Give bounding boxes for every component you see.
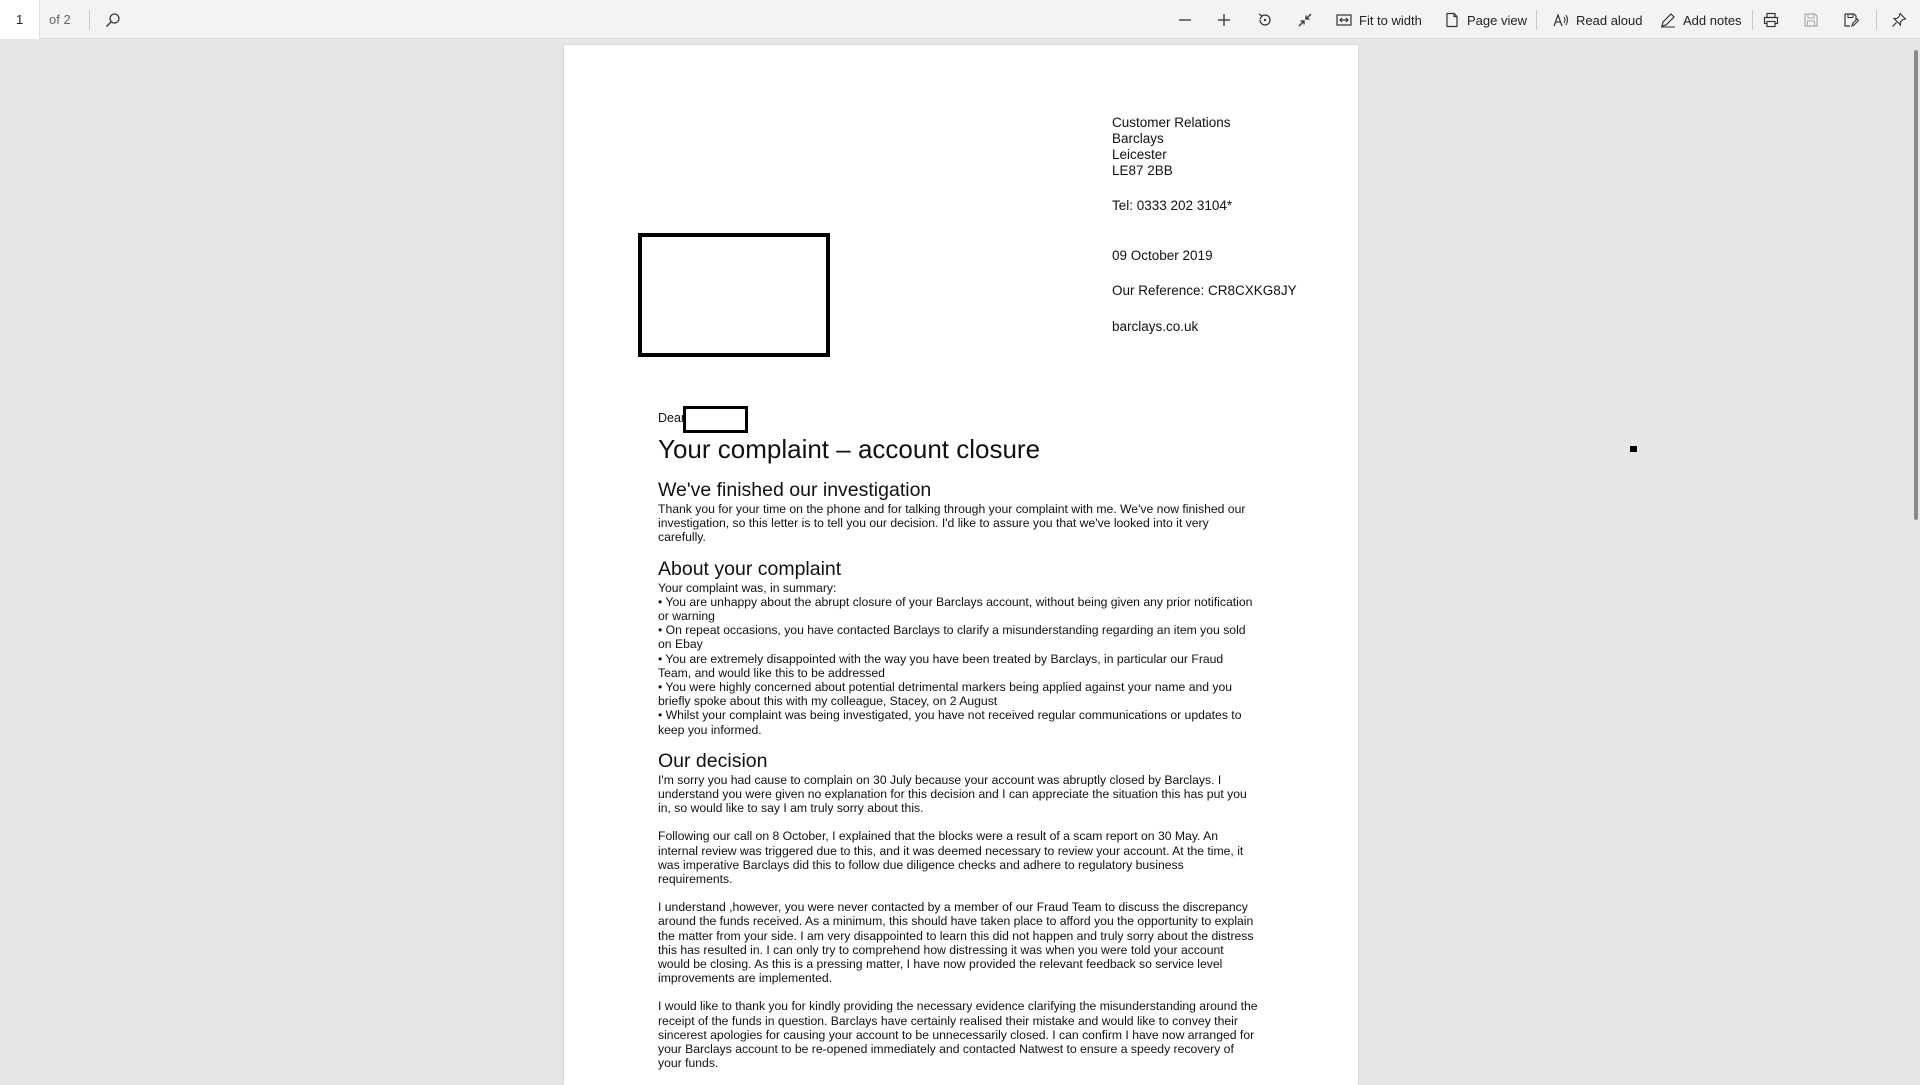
section-heading: We've finished our investigation xyxy=(658,479,932,501)
toolbar-divider xyxy=(1536,10,1537,30)
redacted-address-box xyxy=(638,233,830,357)
address-line: Barclays xyxy=(1112,131,1164,146)
fit-width-icon xyxy=(1336,12,1352,28)
letter-title: Your complaint – account closure xyxy=(658,434,1041,464)
page-view-icon xyxy=(1444,12,1460,28)
letter-body xyxy=(658,479,1258,1084)
section-heading: About your complaint xyxy=(658,557,842,580)
address-line: Leicester xyxy=(1112,147,1167,162)
bullet-item: • You are extremely disappointed with the way you have been treated by Barclays, in particular our Fraud Team, and would like this to be addressed xyxy=(658,651,1224,680)
section-about-complaint xyxy=(658,558,1258,737)
page-view-label: Page view xyxy=(1467,12,1527,28)
rotate-icon[interactable] xyxy=(1251,6,1279,34)
add-notes-button[interactable] xyxy=(1660,6,1742,34)
letter-date: 09 October 2019 xyxy=(1112,248,1213,263)
paragraph: Following our call on 8 October, I explained that the blocks were a result of a scam report on 30 May. An internal review was triggered due to this, and it was deemed necessary to review your account. At the time, it was imperative Barclays did this to follow due diligence checks and adhere to regulatory business requirements. xyxy=(658,829,1244,887)
pdf-page xyxy=(564,45,1358,1085)
section-investigation xyxy=(658,479,1258,545)
toolbar-divider xyxy=(1752,10,1753,30)
zoom-in-icon[interactable] xyxy=(1210,6,1238,34)
bullet-item: • On repeat occasions, you have contacted Barclays to clarify a misunderstanding regarding an item you sold on Ebay xyxy=(658,623,1246,652)
paragraph: I understand ,however, you were never contacted by a member of our Fraud Team to discuss the discrepancy around the funds received. As a minimum, this should have taken place to afford you the opportunity to explain the matter from your side. I am very disappointed to learn this did not happen and truly sorry about the distress this has resulted in. I can only try to comprehend how distressing it was when you were told your account would be closing. As this is a pressing matter, I have now provided the relevant feedback so service level improvements are implemented. xyxy=(658,900,1254,986)
pin-icon[interactable] xyxy=(1885,6,1913,34)
read-aloud-label: Read aloud xyxy=(1576,12,1643,28)
bullet-item: • Whilst your complaint was being investigated, you have not received regular communications or updates to keep you informed. xyxy=(658,708,1242,737)
page-view-button[interactable] xyxy=(1444,6,1527,34)
vertical-scrollbar[interactable] xyxy=(1914,50,1918,520)
toolbar-divider xyxy=(89,10,90,30)
pdf-toolbar xyxy=(0,0,1920,39)
section-text xyxy=(658,773,1258,1071)
page-count: of 2 xyxy=(49,12,71,27)
section-text xyxy=(658,502,1258,545)
pen-icon xyxy=(1660,12,1676,28)
read-aloud-button[interactable] xyxy=(1553,6,1643,34)
bullet-item: • You are unhappy about the abrupt closure of your Barclays account, without being given any prior notification or warning xyxy=(658,594,1253,624)
save-icon[interactable] xyxy=(1797,6,1825,34)
cursor-marker xyxy=(1630,446,1637,452)
paragraph: Your complaint was, in summary: xyxy=(658,580,837,595)
paragraph: Thank you for your time on the phone and for talking through your complaint with me. We've now finished our investigation, so this letter is to tell you our decision. I'd like to assure you that we've looked into it very carefully. xyxy=(658,502,1246,545)
address-line: Customer Relations xyxy=(1112,115,1231,130)
reference-number: Our Reference: CR8CXKG8JY xyxy=(1112,283,1297,298)
salutation: Dear xyxy=(658,411,686,425)
read-aloud-icon xyxy=(1553,12,1569,28)
search-icon[interactable] xyxy=(99,6,127,34)
paragraph: I would like to thank you for kindly providing the necessary evidence clarifying the misunderstanding around the receipt of the funds in question. Barclays have certainly realised their mistake and would like to convey their sincerest apologies for causing your account to be unnecessarily closed. I can confirm I have now arranged for your Barclays account to be re-opened immediately and contacted Natwest to ensure a speedy recovery of your funds. xyxy=(658,999,1258,1071)
add-notes-label: Add notes xyxy=(1683,12,1742,28)
fit-to-width-label: Fit to width xyxy=(1359,12,1422,28)
sender-address xyxy=(1112,115,1231,179)
bullet-item: • You were highly concerned about potential detrimental markers being applied against your name and you briefly spoke about this with my colleague, Stacey, on 2 August xyxy=(658,680,1233,709)
telephone: Tel: 0333 202 3104* xyxy=(1112,198,1233,213)
section-text xyxy=(658,581,1258,737)
print-icon[interactable] xyxy=(1757,6,1785,34)
fit-page-icon[interactable] xyxy=(1291,6,1319,34)
address-line: LE87 2BB xyxy=(1112,163,1173,178)
paragraph: I'm sorry you had cause to complain on 30 July because your account was abruptly closed by Barclays. I understand you were given no explanation for this decision and I can appreciate the situation this has put you in, so would like to say I am truly sorry about this. xyxy=(658,772,1247,816)
zoom-out-icon[interactable] xyxy=(1171,6,1199,34)
page-number-input[interactable]: 1 xyxy=(0,0,40,39)
save-as-icon[interactable] xyxy=(1837,6,1865,34)
redacted-name-box xyxy=(683,406,748,433)
section-heading: Our decision xyxy=(658,749,768,772)
fit-to-width-button[interactable] xyxy=(1336,6,1422,34)
website: barclays.co.uk xyxy=(1112,319,1199,334)
toolbar-divider xyxy=(1876,10,1877,30)
section-decision xyxy=(658,750,1258,1071)
